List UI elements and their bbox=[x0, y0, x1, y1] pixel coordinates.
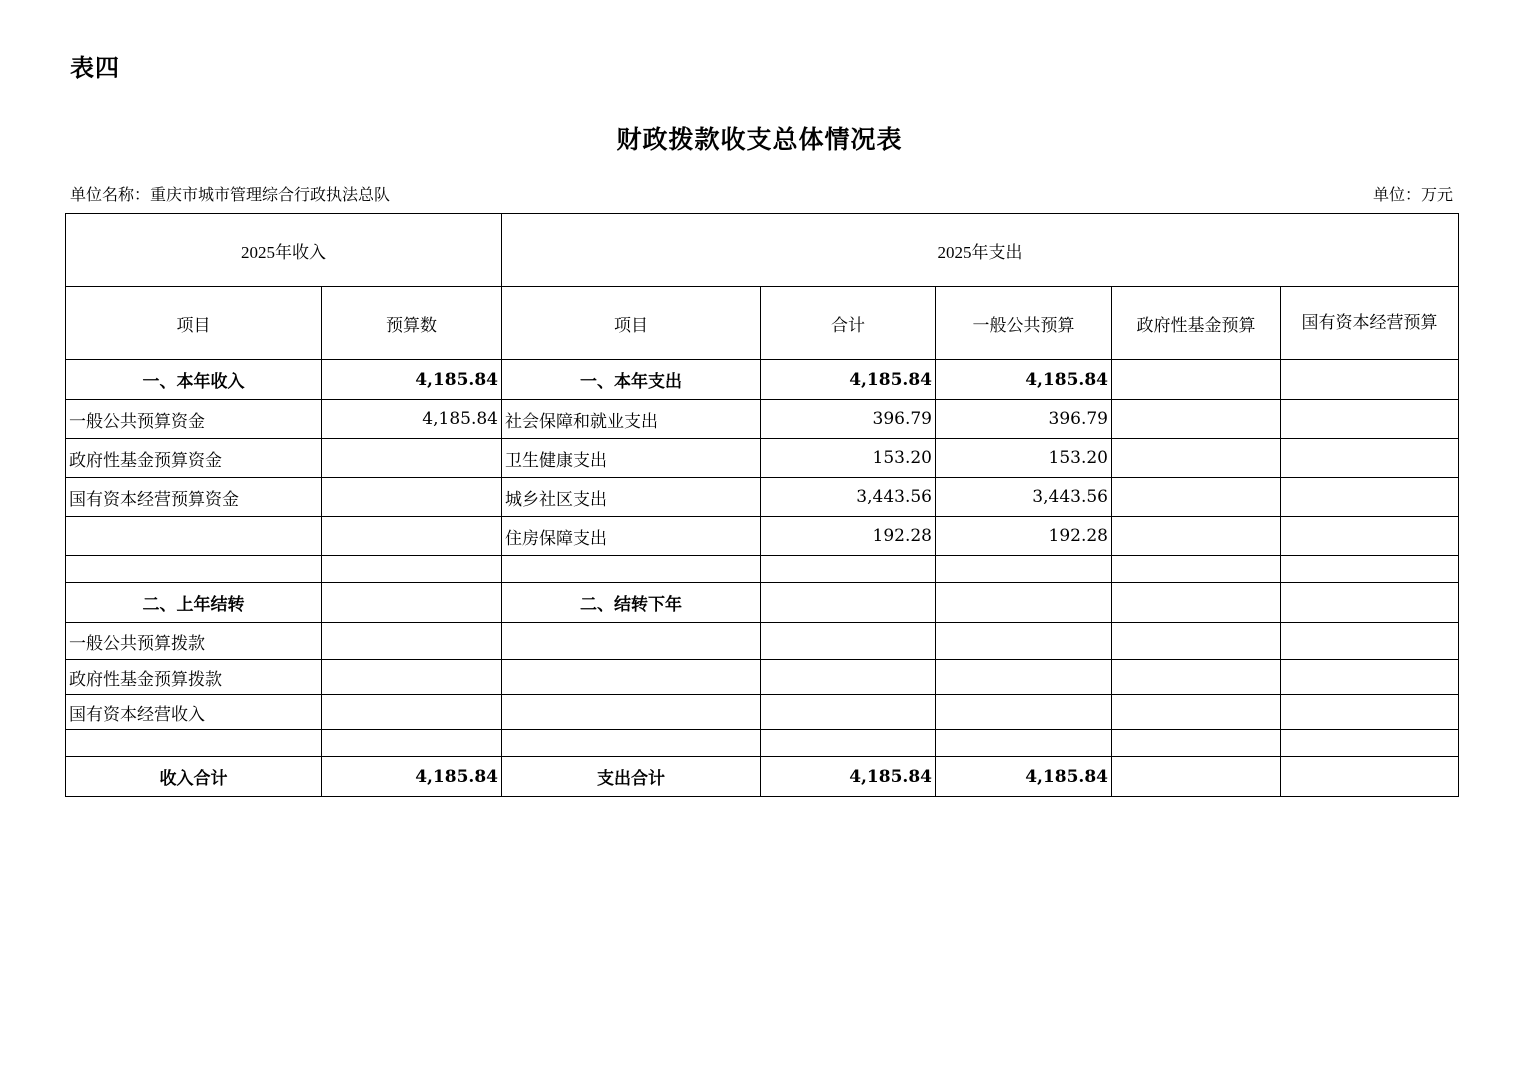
general-value bbox=[936, 623, 1112, 660]
income-value bbox=[322, 660, 502, 695]
unit-name: 单位名称：重庆市城市管理综合行政执法总队 bbox=[70, 185, 391, 204]
state-capital-header: 国有资本经营预算 bbox=[1281, 287, 1459, 360]
fund-value bbox=[1112, 730, 1281, 757]
capital-value bbox=[1281, 583, 1459, 623]
income-value: 4,185.84 bbox=[322, 400, 502, 439]
capital-value bbox=[1281, 757, 1459, 797]
totals-row bbox=[66, 757, 1459, 797]
general-value: 4,185.84 bbox=[936, 360, 1112, 400]
general-value: 153.20 bbox=[936, 439, 1112, 478]
capital-value bbox=[1281, 695, 1459, 730]
table-row bbox=[66, 695, 1459, 730]
income-item: 收入合计 bbox=[66, 757, 322, 797]
total-value bbox=[761, 583, 936, 623]
capital-value bbox=[1281, 517, 1459, 556]
expense-item: 社会保障和就业支出 bbox=[502, 400, 761, 439]
general-value: 4,185.84 bbox=[936, 757, 1112, 797]
income-value: 4,185.84 bbox=[322, 757, 502, 797]
income-item: 一般公共预算资金 bbox=[66, 400, 322, 439]
budget-table bbox=[65, 213, 1459, 797]
general-value bbox=[936, 695, 1112, 730]
income-item: 一般公共预算拨款 bbox=[66, 623, 322, 660]
fund-value bbox=[1112, 556, 1281, 583]
expense-item: 卫生健康支出 bbox=[502, 439, 761, 478]
income-item bbox=[66, 730, 322, 757]
income-item: 政府性基金预算拨款 bbox=[66, 660, 322, 695]
table-row bbox=[66, 400, 1459, 439]
income-item-header: 项目 bbox=[66, 287, 322, 360]
fund-value bbox=[1112, 439, 1281, 478]
capital-value bbox=[1281, 623, 1459, 660]
expense-item bbox=[502, 730, 761, 757]
total-header: 合计 bbox=[761, 287, 936, 360]
expense-item bbox=[502, 556, 761, 583]
expense-item: 二、结转下年 bbox=[502, 583, 761, 623]
general-value bbox=[936, 730, 1112, 757]
expense-item: 住房保障支出 bbox=[502, 517, 761, 556]
general-value: 192.28 bbox=[936, 517, 1112, 556]
expense-group-header: 2025年支出 bbox=[502, 214, 1459, 287]
capital-value bbox=[1281, 400, 1459, 439]
income-value bbox=[322, 517, 502, 556]
income-value bbox=[322, 695, 502, 730]
fund-value bbox=[1112, 517, 1281, 556]
fund-value bbox=[1112, 400, 1281, 439]
table-number: 表四 bbox=[70, 54, 120, 82]
total-value: 4,185.84 bbox=[761, 757, 936, 797]
income-item bbox=[66, 556, 322, 583]
income-value bbox=[322, 730, 502, 757]
fund-value bbox=[1112, 478, 1281, 517]
capital-value bbox=[1281, 556, 1459, 583]
total-value: 153.20 bbox=[761, 439, 936, 478]
capital-value bbox=[1281, 360, 1459, 400]
general-value bbox=[936, 556, 1112, 583]
income-value bbox=[322, 623, 502, 660]
income-budget-header: 预算数 bbox=[322, 287, 502, 360]
general-value bbox=[936, 660, 1112, 695]
expense-item: 支出合计 bbox=[502, 757, 761, 797]
fund-value bbox=[1112, 623, 1281, 660]
total-value: 4,185.84 bbox=[761, 360, 936, 400]
expense-item: 城乡社区支出 bbox=[502, 478, 761, 517]
total-value bbox=[761, 695, 936, 730]
table-row bbox=[66, 478, 1459, 517]
fund-value bbox=[1112, 660, 1281, 695]
expense-item: 一、本年支出 bbox=[502, 360, 761, 400]
general-value: 396.79 bbox=[936, 400, 1112, 439]
total-value: 3,443.56 bbox=[761, 478, 936, 517]
expense-item bbox=[502, 695, 761, 730]
currency-unit: 单位：万元 bbox=[1372, 185, 1453, 204]
income-item: 国有资本经营收入 bbox=[66, 695, 322, 730]
income-item: 二、上年结转 bbox=[66, 583, 322, 623]
income-item: 国有资本经营预算资金 bbox=[66, 478, 322, 517]
total-value bbox=[761, 730, 936, 757]
general-value bbox=[936, 583, 1112, 623]
income-value bbox=[322, 439, 502, 478]
table-row bbox=[66, 517, 1459, 556]
table-row bbox=[66, 583, 1459, 623]
income-value bbox=[322, 583, 502, 623]
total-value bbox=[761, 660, 936, 695]
table-row bbox=[66, 439, 1459, 478]
capital-value bbox=[1281, 478, 1459, 517]
income-group-header: 2025年收入 bbox=[66, 214, 502, 287]
capital-value bbox=[1281, 439, 1459, 478]
fund-value bbox=[1112, 360, 1281, 400]
general-budget-header: 一般公共预算 bbox=[936, 287, 1112, 360]
income-value bbox=[322, 478, 502, 517]
general-value: 3,443.56 bbox=[936, 478, 1112, 517]
expense-item-header: 项目 bbox=[502, 287, 761, 360]
capital-value bbox=[1281, 660, 1459, 695]
table-row bbox=[66, 730, 1459, 757]
income-item: 一、本年收入 bbox=[66, 360, 322, 400]
gov-fund-header: 政府性基金预算 bbox=[1112, 287, 1281, 360]
expense-item bbox=[502, 623, 761, 660]
expense-item bbox=[502, 660, 761, 695]
page-title: 财政拨款收支总体情况表 bbox=[616, 125, 903, 154]
income-value bbox=[322, 556, 502, 583]
fund-value bbox=[1112, 695, 1281, 730]
group-header-row bbox=[66, 214, 1459, 287]
income-value: 4,185.84 bbox=[322, 360, 502, 400]
income-item: 政府性基金预算资金 bbox=[66, 439, 322, 478]
capital-value bbox=[1281, 730, 1459, 757]
table-row bbox=[66, 556, 1459, 583]
total-value: 396.79 bbox=[761, 400, 936, 439]
total-value: 192.28 bbox=[761, 517, 936, 556]
total-value bbox=[761, 623, 936, 660]
total-value bbox=[761, 556, 936, 583]
fund-value bbox=[1112, 583, 1281, 623]
income-item bbox=[66, 517, 322, 556]
column-header-row bbox=[66, 287, 1459, 360]
fund-value bbox=[1112, 757, 1281, 797]
table-row bbox=[66, 623, 1459, 660]
table-row bbox=[66, 360, 1459, 400]
table-row bbox=[66, 660, 1459, 695]
